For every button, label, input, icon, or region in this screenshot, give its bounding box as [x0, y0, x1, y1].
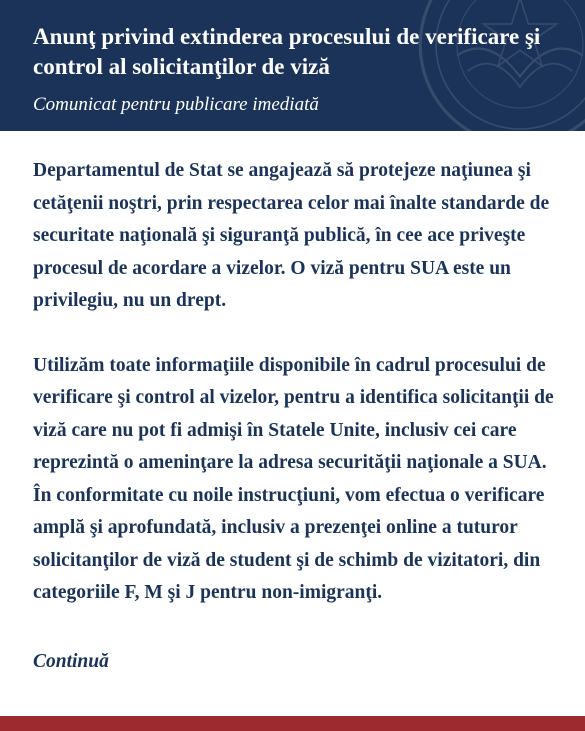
continue-link[interactable]: Continuă: [33, 650, 109, 672]
page-title: Anunţ privind extinderea procesului de verificare şi control al solicitanţilor de viză: [33, 24, 541, 79]
header-banner: [0, 0, 585, 131]
body-paragraph-2: Utilizăm toate informaţiile disponibile în cadrul procesului de verificare şi control al vizelor, pentru a identifica solicitanţii de viză care nu pot fi admişi în Statele Unite, inclusiv cei care reprezintă o ameninţare la adresa securităţii naţionale a SUA. În conformitate cu noile instrucţiuni, vom efectua o verificare amplă şi aprofundată, inclusiv a prezenţei online a tuturor solicitanţilor de viză de student şi de schimb de vizitatori, din categoriile F, M şi J pentru non-imigranţi.: [33, 354, 554, 603]
page-subtitle: Comunicat pentru publicare imediată: [33, 94, 319, 115]
article-body: [33, 155, 563, 678]
footer-band: [0, 716, 585, 731]
body-paragraph-1: Departamentul de Stat se angajează să protejeze naţiunea şi cetăţenii noştri, prin respectarea celor mai înalte standarde de securitate naţională şi siguranţă publică, în cee ace priveşte procesul de acordare a vizelor. O viză pentru SUA este un privilegiu, nu un drept.: [33, 160, 550, 311]
